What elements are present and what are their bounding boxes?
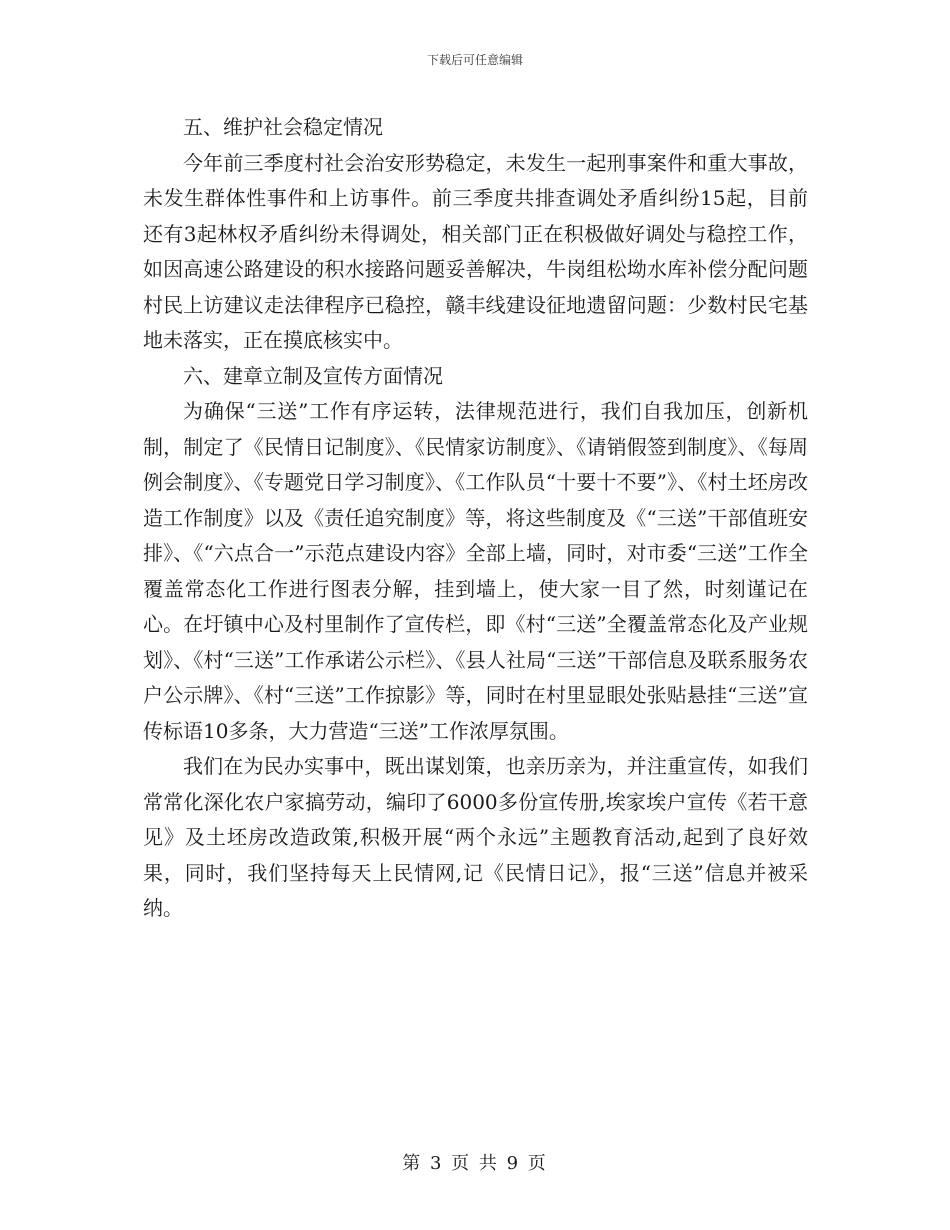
page-header: 下载后可任意编辑 xyxy=(426,53,523,67)
body-paragraph: 我们在为民办实事中，既出谋划策，也亲历亲为，并注重宣传，如我们常常化深化农户家搞劳动，编印了6000多份宣传册,埃家埃户宣传《若干意见》及土坯房改造政策,积极开展“两个永远”主题教育活动,起到了良好效果，同时，我们坚持每天上民情网,记《民情日记》，报“三送”信息并被采纳。 xyxy=(143,754,808,920)
section-heading: 六、建章立制及宣传方面情况 xyxy=(183,363,443,388)
body-paragraph: 今年前三季度村社会治安形势稳定，未发生一起刑事案件和重大事故，未发生群体性事件和上访事件。前三季度共排查调处矛盾纠纷15起，目前还有3起林权矛盾纠纷未得调处，相关部门正在积极做好调处与稳控工作，如因高速公路建设的积水接路问题妥善解决，牛岗组松坳水库补偿分配问题村民上访建议走法律程序已稳控，赣丰线建设征地遗留问题：少数村民宅基地未落实，正在摸底核实中。 xyxy=(143,150,808,352)
document-body xyxy=(143,110,808,927)
page-number-footer: 第 3 页 共 9 页 xyxy=(402,1153,548,1174)
section-heading: 五、维护社会稳定情况 xyxy=(183,115,383,139)
body-paragraph: 为确保“三送”工作有序运转，法律规范进行，我们自我加压，创新机制，制定了《民情日记制度》、《民情家访制度》、《请销假签到制度》、《每周例会制度》、《专题党日学习制度》、《工作队员“十要十不要”》、《村土坯房改造工作制度》以及《责任追究制度》等，将这些制度及《“三送”干部值班安排》、《“六点合一”示范点建设内容》全部上墙，同时，对市委“三送”工作全覆盖常态化工作进行图表分解，挂到墙上，使大家一目了然，时刻谨记在心。在圩镇中心及村里制作了宣传栏，即《村“三送”全覆盖常态化及产业规划》、《村“三送”工作承诺公示栏》、《县人社局“三送”干部信息及联系服务农户公示牌》、《村“三送”工作掠影》等，同时在村里显眼处张贴悬挂“三送”宣传标语10多条，大力营造“三送”工作浓厚氛围。 xyxy=(143,399,808,743)
